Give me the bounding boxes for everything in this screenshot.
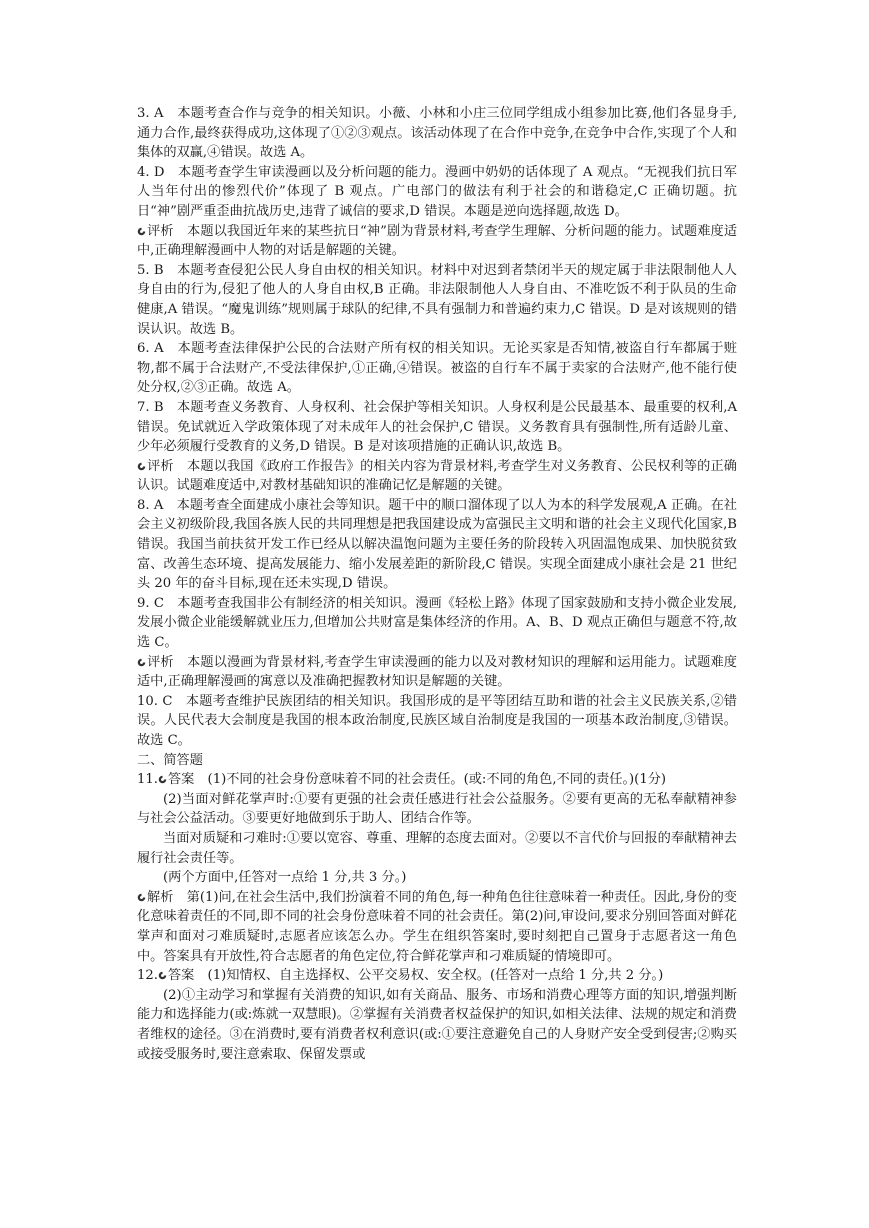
- item-q7: 7. B 本题考查义务教育、人身权利、社会保护等相关知识。人身权利是公民最基本、最重要的权利,A 错误。免试就近入学政策体现了对未成年人的社会保护,C 错误。义务教育具有强制性,所有适龄儿童、少年必须履行受教育的义务,D 错误。B 是对该项措施的正确认识,故选 B。: [137, 399, 737, 455]
- q12-answer-1: [137, 966, 737, 986]
- tag-icon: [158, 971, 167, 980]
- tag-icon: [137, 462, 146, 471]
- tag-icon: [158, 775, 167, 784]
- tag-icon: [137, 893, 146, 902]
- item-q4: 4. D 本题考查学生审读漫画以及分析问题的能力。漫画中奶奶的话体现了 A 观点。“无视我们抗日军人当年付出的惨烈代价”体现了 B 观点。广电部门的做法有利于社会的和谐稳定,C 正确切题。抗日“神”剧严重歪曲抗战历史,违背了诚信的要求,D 错误。本题是逆向选择题,故选 D。: [137, 164, 737, 219]
- comment-text: 本题以我国近年来的某些抗日“神”剧为背景材料,考查学生理解、分析问题的能力。试题难度适中,正确理解漫画中人物的对话是解题的关键。: [137, 223, 738, 259]
- item-q6: 6. A 本题考查法律保护公民的合法财产所有权的相关知识。无论买家是否知情,被盗自行车都属于赃物,都不属于合法财产,不受法律保护,①正确,④错误。被盗的自行车不属于卖家的合法财产,他不能行使处分权,②③正确。故选 A。: [137, 341, 737, 396]
- item-q5: 5. B 本题考查侵犯公民人身自由权的相关知识。材料中对迟到者禁闭半天的规定属于非法限制他人人身自由的行为,侵犯了他人的人身自由权,B 正确。非法限制他人人身自由、不准吃饭不利于队员的生命健康,A 错误。“魔鬼训练”规则属于球队的纪律,不具有强制力和普遍约束力,C 错误。D 是对该规则的错误认识。故选 B。: [137, 262, 737, 337]
- comment-q7: [137, 457, 737, 496]
- tag-icon: [137, 227, 146, 236]
- q11-answer-4: (两个方面中,任答对一点给 1 分,共 3 分。): [163, 870, 407, 886]
- item-q10: 10. C 本题考查维护民族团结的相关知识。我国形成的是平等团结互助和谐的社会主义民族关系,②错误。人民代表大会制度是我国的根本政治制度,民族区域自治制度是我国的一项基本政治制度,③错误。故选 C。: [137, 693, 737, 748]
- item-q3: 3. A 本题考查合作与竞争的相关知识。小薇、小林和小庄三位同学组成小组参加比赛,他们各显身手,通力合作,最终获得成功,这体现了①②③观点。该活动体现了在合作中竞争,在竞争中合作,实现了个人和集体的双赢,④错误。故选 A。: [137, 106, 737, 161]
- q11-answer-2: (2)当面对鲜花掌声时:①要有更强的社会责任感进行社会公益服务。②要有更高的无私奉献精神参与社会公益活动。③要更好地做到乐于助人、团结合作等。: [137, 791, 737, 827]
- analysis-text: 第(1)问,在社会生活中,我们扮演着不同的角色,每一种角色往往意味着一种责任。因此,身份的变化意味着责任的不同,即不同的社会身份意味着不同的社会责任。第(2)问,审设问,要求分别回答面对鲜花掌声和面对刁难质疑时,志愿者应该怎么办。学生在组织答案时,要时刻把自己置身于志愿者这一角色中。答案具有开放性,符合志愿者的角色定位,符合鲜花掌声和刁难质疑的情境即可。: [137, 889, 737, 964]
- answer-label: 答案: [167, 968, 195, 984]
- item-q9: 9. C 本题考查我国非公有制经济的相关知识。漫画《轻松上路》体现了国家鼓励和支持小微企业发展,发展小微企业能缓解就业压力,但增加公共财富是集体经济的作用。A、B、D 观点正确但与题意不符,故选 C。: [137, 595, 737, 651]
- item-q8: 8. A 本题考查全面建成小康社会等知识。题干中的顺口溜体现了以人为本的科学发展观,A 正确。在社会主义初级阶段,我国各族人民的共同理想是把我国建设成为富强民主文明和谐的社会主义现代化国家,B 错误。我国当前扶贫开发工作已经从以解决温饱问题为主要任务的阶段转入巩固温饱成果、加快脱贫致富、改善生态环境、提高发展能力、缩小发展差距的新阶段,C 错误。实现全面建成小康社会是 21 世纪头 20 年的奋斗目标,现在还未实现,D 错误。: [137, 497, 737, 592]
- section-title: 二、简答题: [137, 752, 203, 768]
- answer-text: (1)不同的社会身份意味着不同的社会责任。(或:不同的角色,不同的责任。)(1分): [194, 772, 667, 788]
- q11-analysis: [137, 888, 737, 966]
- comment-q9: [137, 653, 737, 692]
- comment-text: 本题以我国《政府工作报告》的相关内容为背景材料,考查学生对义务教育、公民权利等的正确认识。试题难度适中,对教材基础知识的准确记忆是解题的关键。: [137, 458, 737, 494]
- comment-q4: [137, 222, 737, 261]
- q12-num: 12.: [137, 968, 158, 984]
- comment-label: 评析: [147, 458, 174, 474]
- comment-label: 评析: [147, 654, 174, 670]
- q12-answer-2: (2)①主动学习和掌握有关消费的知识,如有关商品、服务、市场和消费心理等方面的知识,增强判断能力和选择能力(或:炼就一双慧眼)。②掌握有关消费者权益保护的知识,如相关法律、法规的规定和消费者维权的途径。③在消费时,要有消费者权利意识(或:①要注意避免自己的人身财产安全受到侵害;②购买或接受服务时,要注意索取、保留发票或: [137, 987, 737, 1062]
- answer-label: 答案: [167, 772, 195, 788]
- comment-text: 本题以漫画为背景材料,考查学生审读漫画的能力以及对教材知识的理解和运用能力。试题难度适中,正确理解漫画的寓意以及准确把握教材知识是解题的关键。: [137, 654, 737, 690]
- document-body: [137, 104, 737, 1064]
- q11-answer-1: [137, 770, 737, 790]
- tag-icon: [137, 658, 146, 667]
- analysis-label: 解析: [147, 889, 174, 905]
- q11-num: 11.: [137, 772, 158, 788]
- comment-label: 评析: [147, 223, 174, 239]
- q11-answer-3: 当面对质疑和刁难时:①要以宽容、尊重、理解的态度去面对。②要以不言代价与回报的奉献精神去履行社会责任等。: [137, 830, 737, 866]
- answer-text: (1)知情权、自主选择权、公平交易权、安全权。(任答对一点给 1 分,共 2 分。): [194, 968, 664, 984]
